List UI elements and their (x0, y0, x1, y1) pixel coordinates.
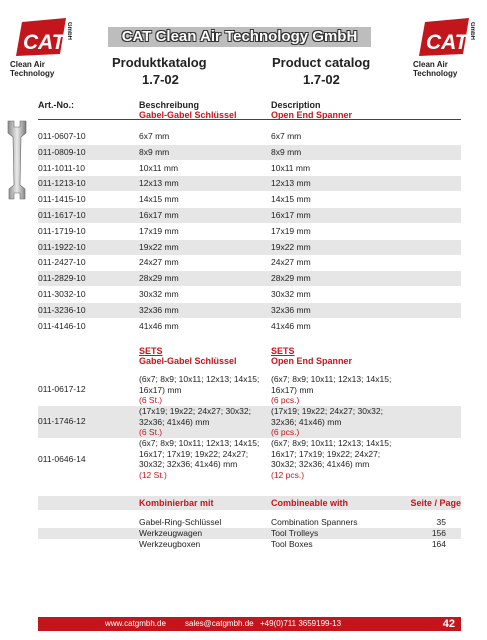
row-desc-en: 6x7 mm (271, 131, 302, 141)
set-desc-de-line: 16x17) mm (139, 384, 182, 395)
column-header-beschreibung: Beschreibung (139, 100, 200, 110)
table-row (38, 192, 461, 207)
combine-item-en: Tool Boxes (271, 539, 313, 549)
logo-tagline-1: Clean Air (413, 60, 448, 69)
catalog-title-en: Product catalog (272, 55, 371, 70)
footer-website-link[interactable]: www.catgmbh.de (105, 619, 166, 628)
table-row (38, 303, 461, 318)
table-row (38, 129, 461, 144)
footer-phone: +49(0)711 3659199-13 (260, 619, 342, 628)
row-desc-de: 17x19 mm (139, 225, 179, 236)
row-art-number: 011-1213-10 (38, 178, 86, 189)
table-row (38, 319, 461, 334)
combine-row (38, 528, 461, 539)
combine-header (38, 496, 461, 510)
row-desc-de: 24x27 mm (139, 257, 179, 268)
page-number: 42 (442, 618, 455, 630)
open-end-spanner-icon (5, 119, 29, 201)
cat-logo-icon (413, 16, 475, 60)
row-desc-de: 32x36 mm (139, 304, 179, 315)
combine-row (38, 539, 461, 550)
logo-tagline-2: Technology (10, 69, 55, 78)
combine-item-en: Tool Trolleys (271, 528, 319, 538)
wrench-image (5, 119, 29, 206)
catalog-version-en: 1.7-02 (303, 72, 340, 87)
set-desc-en-line: 16x17) mm (271, 384, 314, 395)
table-row (38, 271, 461, 286)
combine-item-en: Combination Spanners (271, 517, 358, 527)
catalog-version-de: 1.7-02 (142, 72, 179, 87)
table-row (38, 208, 461, 223)
set-desc-de-line: (17x19; 19x22; 24x27; 30x32; (139, 406, 251, 416)
set-count-de: (12 St.) (139, 469, 167, 480)
cat-logo-icon (10, 16, 72, 60)
set-desc-en-line: 30x32; 32x36; 41x46) mm (271, 459, 370, 470)
table-row (38, 176, 461, 191)
set-desc-en-line: 32x36; 41x46) mm (271, 416, 342, 427)
combine-item-de: Werkzeugwagen (139, 528, 203, 538)
set-desc-en-line: (6x7; 8x9; 10x11; 12x13; 14x15; (271, 438, 392, 448)
set-item (38, 438, 461, 481)
sets-title-en: Open End Spanner (271, 356, 353, 366)
table-header-divider (38, 119, 461, 120)
column-header-description: Description (271, 100, 321, 110)
set-count-en: (6 pcs.) (271, 395, 300, 406)
row-art-number: 011-0607-10 (38, 131, 86, 141)
sets-label-en: SETS (271, 346, 295, 356)
row-art-number: 011-1922-10 (38, 241, 86, 252)
table-row (38, 161, 461, 176)
company-logo-right (413, 16, 475, 78)
row-desc-de: 8x9 mm (139, 146, 170, 157)
table-row (38, 145, 461, 160)
sets-title-de: Gabel-Gabel Schlüssel (139, 356, 237, 366)
combine-item-page: 35 (436, 517, 446, 527)
row-desc-de: 30x32 mm (139, 289, 179, 299)
set-count-en: (12 pcs.) (271, 469, 305, 480)
set-item (38, 406, 461, 438)
row-art-number: 011-4146-10 (38, 320, 86, 331)
row-desc-de: 14x15 mm (139, 194, 179, 205)
logo-tagline-1: Clean Air (10, 60, 45, 69)
combine-row (38, 517, 461, 528)
logo-tagline-2: Technology (413, 69, 458, 78)
catalog-title-de: Produktkatalog (112, 55, 207, 70)
row-desc-de: 12x13 mm (139, 178, 179, 189)
table-row (38, 287, 461, 302)
company-logo-left (10, 16, 72, 78)
logo-suffix: GmbH (469, 22, 475, 40)
set-desc-en-line: (6x7; 8x9; 10x11; 12x13; 14x15; (271, 374, 392, 384)
sets-label-de: SETS (139, 346, 163, 356)
set-count-de: (6 St.) (139, 395, 163, 406)
footer-email-link[interactable]: sales@catgmbh.de (185, 619, 254, 628)
section-title-de: Gabel-Gabel Schlüssel (139, 110, 237, 120)
logo-letters: CAT (426, 31, 468, 54)
table-row (38, 240, 461, 255)
combine-header-page: Seite / Page (410, 498, 461, 508)
set-desc-en-line: 16x17; 17x19; 19x22; 24x27; (271, 448, 381, 459)
row-desc-de: 6x7 mm (139, 131, 170, 141)
column-header-art: Art.-No.: (38, 100, 74, 110)
row-desc-en: 10x11 mm (271, 162, 311, 173)
row-desc-en: 12x13 mm (271, 178, 311, 189)
row-art-number: 011-3032-10 (38, 289, 86, 299)
row-desc-en: 24x27 mm (271, 257, 311, 268)
row-desc-en: 19x22 mm (271, 241, 311, 252)
row-desc-en: 8x9 mm (271, 146, 302, 157)
set-art-number: 011-0646-14 (38, 454, 86, 464)
row-desc-en: 16x17 mm (271, 210, 311, 220)
combine-item-de: Werkzeugboxen (139, 539, 201, 549)
combine-item-page: 156 (431, 528, 446, 538)
row-desc-en: 30x32 mm (271, 289, 311, 299)
set-item (38, 374, 461, 406)
set-desc-de-line: 16x17; 17x19; 19x22; 24x27; (139, 448, 249, 459)
set-desc-de-line: (6x7; 8x9; 10x11; 12x13; 14x15; (139, 374, 260, 384)
combine-header-de: Kombinierbar mit (139, 498, 214, 508)
row-desc-en: 17x19 mm (271, 225, 311, 236)
row-art-number: 011-2829-10 (38, 273, 86, 284)
row-art-number: 011-1617-10 (38, 210, 86, 220)
set-desc-de-line: (6x7; 8x9; 10x11; 12x13; 14x15; (139, 438, 260, 448)
row-art-number: 011-1719-10 (38, 225, 86, 236)
set-count-de: (6 St.) (139, 427, 163, 438)
row-art-number: 011-2427-10 (38, 257, 86, 268)
row-desc-de: 16x17 mm (139, 210, 179, 220)
row-desc-de: 19x22 mm (139, 241, 179, 252)
set-desc-de-line: 30x32; 32x36; 41x46) mm (139, 459, 238, 470)
table-row (38, 255, 461, 270)
row-art-number: 011-0809-10 (38, 146, 86, 157)
table-row (38, 224, 461, 239)
row-art-number: 011-1415-10 (38, 194, 86, 205)
set-count-en: (6 pcs.) (271, 427, 300, 438)
section-title-en: Open End Spanner (271, 110, 353, 120)
set-desc-en-line: (17x19; 19x22; 24x27; 30x32; (271, 406, 383, 416)
row-desc-de: 28x29 mm (139, 273, 179, 284)
row-desc-en: 41x46 mm (271, 320, 311, 331)
company-name: CAT Clean Air Technology GmbH (121, 28, 358, 45)
row-art-number: 011-1011-10 (38, 162, 85, 173)
row-desc-de: 41x46 mm (139, 320, 179, 331)
page-footer (38, 617, 461, 631)
row-desc-en: 32x36 mm (271, 304, 311, 315)
row-art-number: 011-3236-10 (38, 304, 86, 315)
combine-item-de: Gabel-Ring-Schlüssel (139, 517, 222, 527)
set-art-number: 011-1746-12 (38, 416, 86, 426)
logo-letters: CAT (23, 31, 65, 54)
row-desc-en: 28x29 mm (271, 273, 311, 284)
combine-header-en: Combineable with (271, 498, 349, 508)
row-desc-de: 10x11 mm (139, 162, 179, 173)
combine-item-page: 164 (431, 539, 446, 549)
logo-suffix: GmbH (66, 22, 72, 40)
set-art-number: 011-0617-12 (38, 384, 86, 394)
set-desc-de-line: 32x36; 41x46) mm (139, 416, 210, 427)
row-desc-en: 14x15 mm (271, 194, 311, 205)
